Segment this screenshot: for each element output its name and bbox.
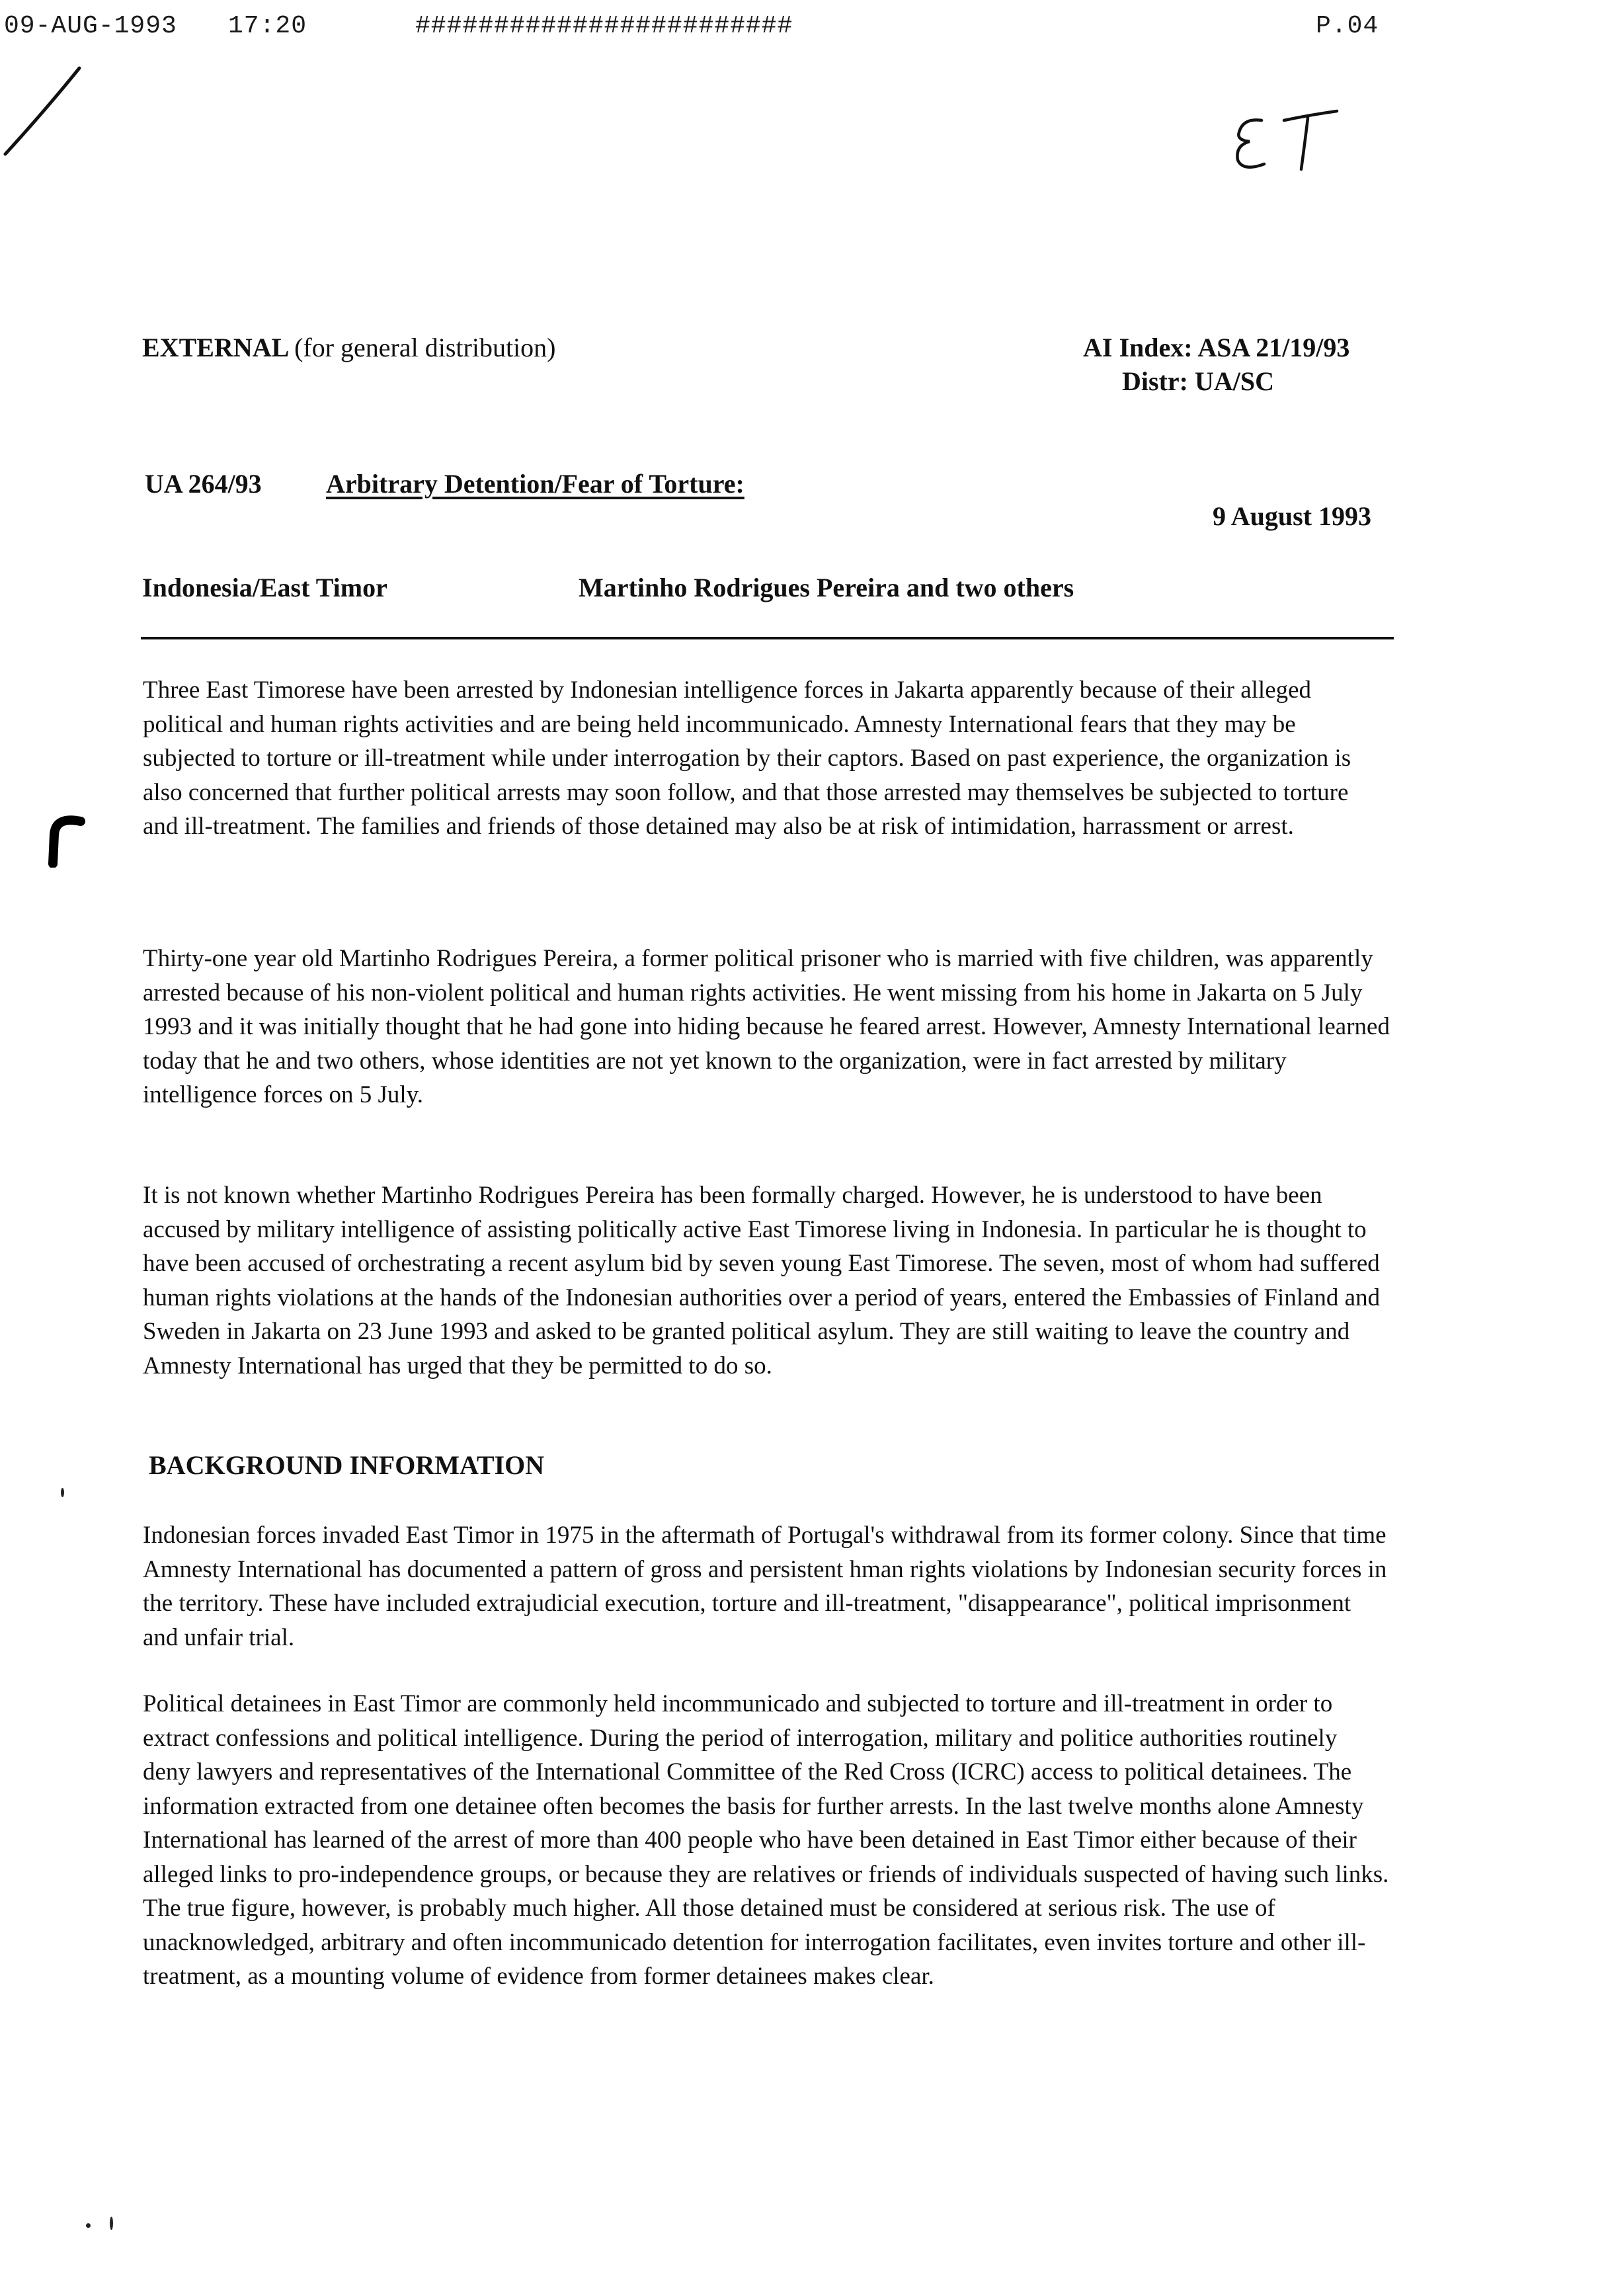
margin-hook-mark [42,815,89,868]
handwritten-slash-mark [0,63,86,159]
handwritten-et-mark [1223,106,1342,179]
background-heading: BACKGROUND INFORMATION [149,1450,545,1480]
distribution-label: EXTERNAL [142,333,288,362]
ua-number: UA 264/93 [145,469,262,499]
ua-subject: Arbitrary Detention/Fear of Torture: [326,469,744,499]
paragraph-arrests: Three East Timorese have been arrested by Indonesian intelligence forces in Jakarta apparently because of their alleged political and human rights activities and are being held incommunicado. Amnesty International fears that they may be subjected to torture or ill-treatment while under interrogation by their captors. Based on past experience, the organization is also concerned that further political arrests may soon follow, and that those arrested may themselves be subjected to torture and ill-treatment. The families and friends of those detained may also be at risk of intimidation, harrassment or arrest. [143,676,1351,840]
fax-date: 09-AUG-1993 [4,12,177,40]
margin-speck [86,2223,91,2228]
header-rule [141,637,1394,639]
persons-concerned: Martinho Rodrigues Pereira and two others [579,573,1074,602]
paragraph-background-invasion: Indonesian forces invaded East Timor in 1975 in the aftermath of Portugal's withdrawal from its former colony. Since that time Amnesty International has documented a pattern of gross and persistent hman rights violations by Indonesian security forces in the territory. These have included extrajudicial execution, torture and ill-treatment, "disappearance", political imprisonment and unfair trial. [143,1522,1387,1651]
issue-date: 9 August 1993 [1213,501,1372,531]
fax-page-number: P.04 [1316,12,1379,40]
ai-index: AI Index: ASA 21/19/93 [1083,333,1350,362]
paragraph-charges: It is not known whether Martinho Rodrigues Pereira has been formally charged. However, he is understood to have been accused by military intelligence of assisting politically active East Timorese living in Indonesia. In particular he is thought to have been accused of orchestrating a recent asylum bid by seven young East Timorese. The seven, most of whom had suffered human rights violations at the hands of the Indonesian authorities over a period of years, entered the Embassies of Finland and Sweden in Jakarta on 23 June 1993 and asked to be granted political asylum. They are still waiting to leave the country and Amnesty International has urged that they be permitted to do so. [143,1182,1381,1379]
paragraph-pereira: Thirty-one year old Martinho Rodrigues Pereira, a former political prisoner who is married with five children, was apparently arrested because of his non-violent political and human rights activities. He went missing from his home in Jakarta on 5 July 1993 and it was initially thought that he had gone into hiding because he feared arrest. However, Amnesty International learned today that he and two others, whose identities are not yet known to the organization, were in fact arrested by military intelligence forces on 5 July. [143,945,1390,1108]
fax-sender-mask: ######################## [415,12,793,40]
margin-speck [61,1488,64,1497]
margin-speck [110,2217,113,2230]
distribution-note: (for general distribution) [294,333,556,362]
distribution-line [142,332,556,363]
distribution-code: Distr: UA/SC [1122,366,1274,396]
fax-time: 17:20 [228,12,307,40]
paragraph-background-detainees: Political detainees in East Timor are commonly held incommunicado and subjected to torture and ill-treatment in order to extract confessions and political intelligence. During the period of interrogation, military and politice authorities routinely deny lawyers and representatives of the International Committee of the Red Cross (ICRC) access to political detainees. The information extracted from one detainee often becomes the basis for further arrests. In the last twelve months alone Amnesty International has learned of the arrest of more than 400 people who have been detained in East Timor either because of their alleged links to pro-independence groups, or because they are relatives or friends of individuals suspected of having such links. The true figure, however, is probably much higher. All those detained must be considered at serious risk. The use of unacknowledged, arbitrary and often incommunicado detention for interrogation facilitates, even invites torture and other ill-treatment, as a mounting volume of evidence from former detainees makes clear. [143,1690,1389,1990]
country: Indonesia/East Timor [142,573,387,602]
